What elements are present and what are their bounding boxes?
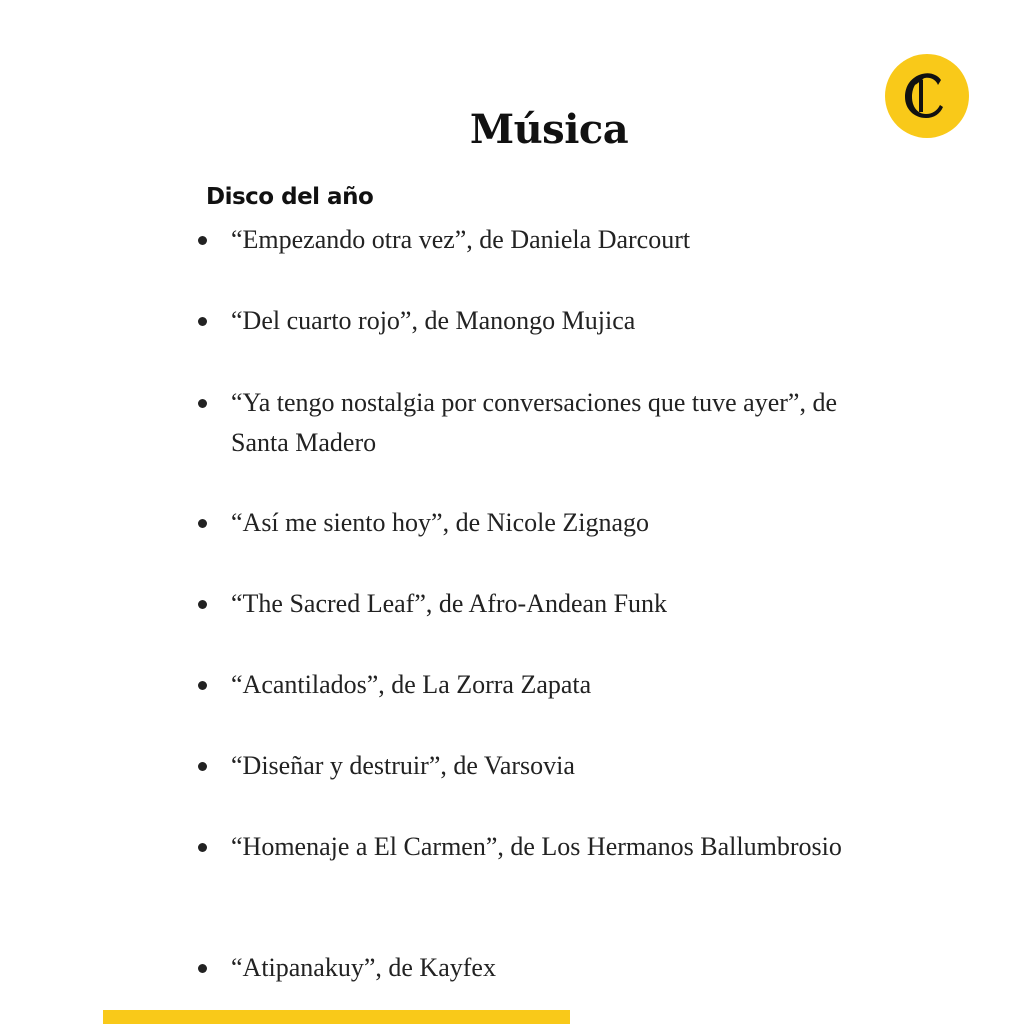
bullet-icon	[198, 236, 207, 245]
album-entry: “Diseñar y destruir”, de Varsovia	[231, 751, 575, 780]
list-item	[198, 665, 858, 705]
list-item	[198, 301, 858, 341]
bullet-icon	[198, 843, 207, 852]
list-item	[198, 383, 858, 463]
list-item	[198, 746, 858, 786]
bullet-icon	[198, 600, 207, 609]
accent-bar	[103, 1010, 570, 1024]
bullet-icon	[198, 762, 207, 771]
bullet-icon	[198, 681, 207, 690]
album-entry: “Acantilados”, de La Zorra Zapata	[231, 670, 592, 699]
album-entry: “The Sacred Leaf”, de Afro-Andean Funk	[231, 589, 668, 618]
album-entry: “Empezando otra vez”, de Daniela Darcourt	[231, 225, 691, 254]
album-entry: “Del cuarto rojo”, de Manongo Mujica	[231, 306, 636, 335]
bullet-icon	[198, 519, 207, 528]
list-item	[198, 503, 858, 543]
bullet-icon	[198, 317, 207, 326]
list-item	[198, 827, 858, 867]
album-entry: “Homenaje a El Carmen”, de Los Hermanos Ballumbrosio	[231, 832, 842, 861]
bullet-icon	[198, 399, 207, 408]
list-item	[198, 948, 858, 988]
page-title: Música	[469, 106, 629, 153]
section-subtitle: Disco del año	[206, 184, 374, 210]
bullet-icon	[198, 964, 207, 973]
album-entry: “Atipanakuy”, de Kayfex	[231, 953, 496, 982]
album-entry: “Ya tengo nostalgia por conversaciones que tuve ayer”, de Santa Madero	[231, 388, 837, 457]
list-item	[198, 220, 858, 260]
list-item	[198, 584, 858, 624]
album-entry: “Así me siento hoy”, de Nicole Zignago	[231, 508, 650, 537]
